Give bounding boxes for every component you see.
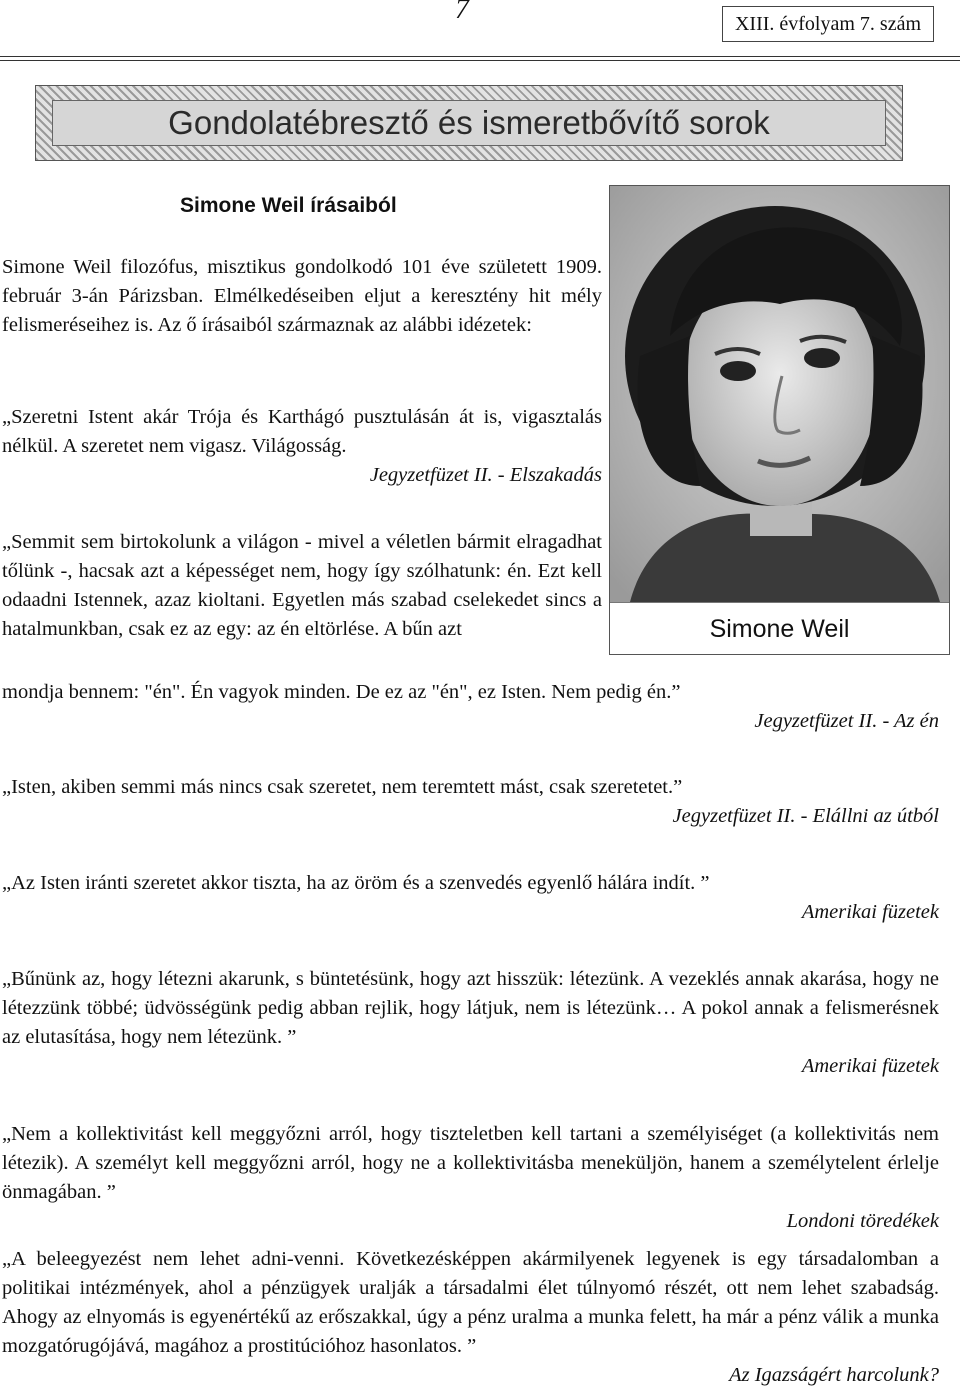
section-title: Gondolatébresztő és ismeretbővítő sorok	[52, 100, 886, 146]
page-number: 7	[455, 0, 469, 25]
quote-1-text: „Szeretni Istent akár Trója és Karthágó pusztulásán át is, vigasztalás nélkül. A szeretet nem vigasz. Világosság.	[2, 406, 602, 457]
section-banner	[35, 85, 903, 161]
issue-label: XIII. évfolyam 7. szám	[722, 6, 934, 42]
quote-4	[2, 869, 939, 927]
quote-1-source: Jegyzetfüzet II. - Elszakadás	[369, 464, 602, 486]
quote-6-source: Londoni töredékek	[786, 1210, 939, 1232]
quote-3-text: „Isten, akiben semmi más nincs csak szeretet, nem teremtett mást, csak szeretetet.”	[2, 776, 683, 798]
header-rule-2	[0, 60, 960, 61]
photo-caption: Simone Weil	[610, 602, 949, 655]
quote-3-source: Jegyzetfüzet II. - Elállni az útból	[672, 805, 939, 827]
portrait-photo	[609, 185, 950, 655]
quote-4-source: Amerikai füzetek	[801, 901, 939, 923]
quote-4-text: „Az Isten iránti szeretet akkor tiszta, ha az öröm és a szenvedés egyenlő hálára indít. ”	[2, 872, 710, 894]
quote-2-continued	[2, 678, 939, 736]
quote-1	[2, 403, 602, 490]
quote-3	[2, 773, 939, 831]
quote-6	[2, 1120, 939, 1236]
quote-7-text: „A beleegyezést nem lehet adni-venni. Következésképpen akármilyenek legyenek is egy társadalomban a politikai intézmények, ahol a pénzügyek uralják a társadalmi élet túlnyomó részét, ott nem lehet szabadság. Ahogy az elnyomás is egyenértékű az erőszakkal, úgy a pénz uralma a munka felett, ha már a pénz válik a munka mozgatórugójává, magához a prostitúcióhoz hasonlatos. ”	[2, 1248, 939, 1357]
article-subtitle: Simone Weil írásaiból	[180, 194, 397, 217]
quote-2	[2, 528, 602, 644]
header-rule	[0, 56, 960, 57]
quote-2-text-end: mondja bennem: "én". Én vagyok minden. De ez az "én", ez Isten. Nem pedig én.”	[2, 681, 681, 703]
portrait-image	[610, 186, 949, 602]
intro-text: Simone Weil filozófus, misztikus gondolkodó 101 éve született 1909. február 3-án Párizsban. Elmélkedéseiben eljut a keresztény hit mély felismeréseihez is. Az ő írásaiból származnak az alábbi idézetek:	[2, 256, 602, 336]
quote-2-source: Jegyzetfüzet II. - Az én	[754, 710, 939, 732]
quote-5-source: Amerikai füzetek	[801, 1055, 939, 1077]
quote-6-text: „Nem a kollektivitást kell meggyőzni arról, hogy tiszteletben kell tartani a személyiséget (a kollektivitás nem létezik). A személyt kell meggyőzni arról, hogy ne a kollektivitásba meneküljön, hanem a személytelent érlelje önmagában. ”	[2, 1123, 939, 1203]
quote-2-text: „Semmit sem birtokolunk a világon - mivel a véletlen bármit elragadhat tőlünk -, hacsak azt a képességet nem, hogy így szólhatunk: én. Ezt kell odaadni Istennek, azaz kioltani. Egyetlen más szabad cselekedet sincs a hatalmunkban, csak ez az egy: az én eltörlése. A bűn azt	[2, 531, 602, 640]
intro-paragraph	[2, 253, 602, 340]
quote-7	[2, 1245, 939, 1390]
quote-7-source: Az Igazságért harcolunk?	[729, 1364, 939, 1386]
quote-5	[2, 965, 939, 1081]
quote-5-text: „Bűnünk az, hogy létezni akarunk, s büntetésünk, hogy azt hisszük: létezünk. A vezeklés annak akarása, hogy ne létezzünk többé; üdvösségünk pedig abban rejlik, hogy látjuk, nem is létezünk… A pokol annak a felismerésnek az elutasítása, hogy nem létezünk. ”	[2, 968, 939, 1048]
